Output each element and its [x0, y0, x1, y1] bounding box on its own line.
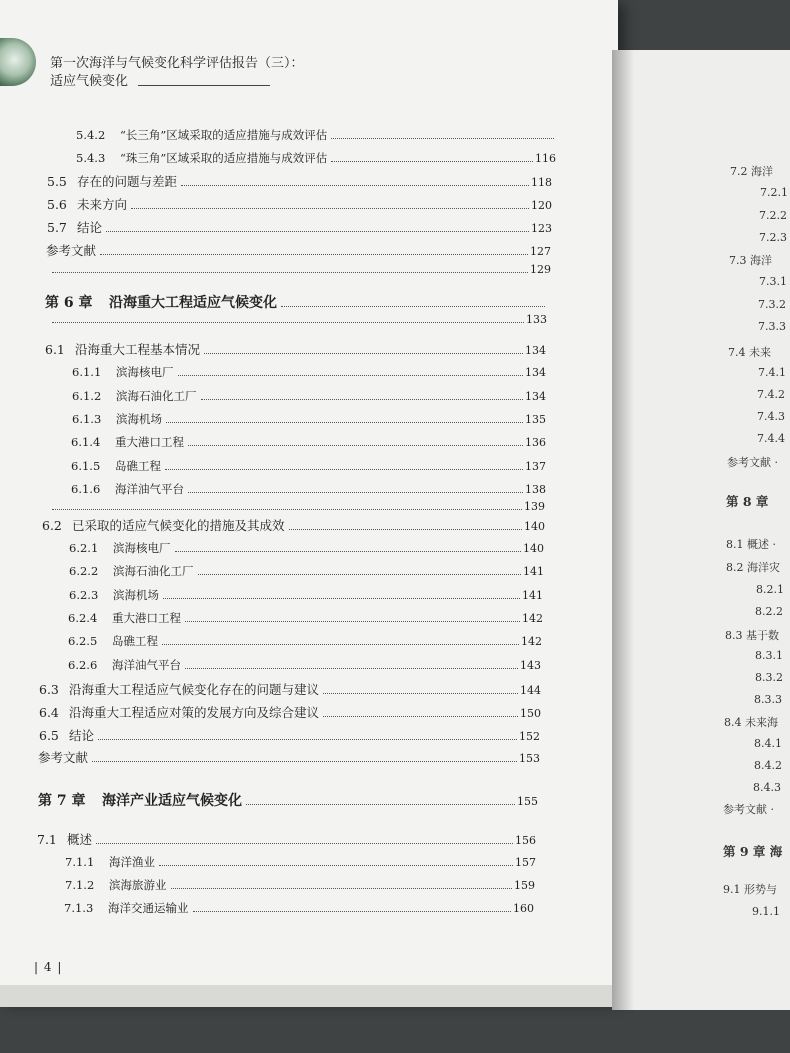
toc-row	[68, 610, 543, 626]
right-page-toc-item: 8.4.3	[753, 781, 781, 794]
leader-dots	[178, 375, 524, 376]
leader-dots	[323, 693, 518, 694]
toc-row	[72, 411, 546, 427]
toc-title: 海洋渔业	[109, 855, 155, 869]
toc-title: 结论	[77, 220, 103, 235]
toc-number: 6.2.5	[68, 634, 98, 648]
toc-title: 概述	[67, 832, 93, 847]
toc-number: 6.2.6	[68, 658, 98, 672]
toc-page-number: 142	[522, 612, 543, 625]
toc-row	[47, 218, 552, 236]
leader-dots	[92, 761, 517, 762]
toc-page-number: 135	[525, 413, 546, 426]
right-page-toc-item: 参考文献 ·	[727, 456, 778, 469]
right-page-toc-item: 第 8 章	[726, 494, 769, 509]
toc-title: 滨海机场	[116, 412, 162, 426]
toc-title: 沿海重大工程基本情况	[75, 342, 201, 357]
toc-page-number: 134	[525, 344, 546, 357]
toc-number: 7.1.1	[65, 855, 95, 869]
toc-page-number: 134	[525, 390, 546, 403]
toc-page-number: 142	[521, 635, 542, 648]
toc-page-number: 137	[525, 460, 546, 473]
toc-number: 6.1	[45, 342, 65, 357]
leader-dots	[165, 469, 523, 470]
leader-dots	[162, 644, 519, 645]
toc-title: 海洋产业适应气候变化	[102, 793, 242, 809]
leader-dots	[175, 551, 522, 552]
toc-row	[37, 830, 536, 848]
toc-row	[47, 195, 552, 213]
right-page-toc-item: 参考文献 ·	[723, 803, 774, 816]
leader-dots	[96, 843, 513, 844]
toc-page-number: 141	[522, 589, 543, 602]
toc-number: 6.2.2	[69, 564, 99, 578]
page-number-value: 4	[43, 960, 53, 974]
leader-dots	[188, 492, 523, 493]
right-page-toc-item: 8.2.2	[755, 605, 783, 618]
toc-page-number: 156	[515, 834, 536, 847]
leader-dots	[185, 668, 518, 669]
leader-dots	[52, 322, 524, 323]
toc-number: 6.1.2	[72, 389, 102, 403]
gutter-shadow	[612, 50, 634, 1010]
toc-row	[72, 364, 546, 380]
toc-title: 滨海机场	[113, 588, 159, 602]
right-page-toc-item: 7.2.3	[759, 231, 787, 244]
toc-row	[76, 127, 556, 143]
right-page-toc-item: 7.3.1	[759, 275, 787, 288]
toc-page-number: 155	[517, 795, 538, 808]
leader-dots	[163, 598, 520, 599]
leader-dots	[193, 911, 512, 912]
right-page-toc-item: 7.4.2	[757, 388, 785, 401]
toc-title: 沿海重大工程适应气候变化存在的问题与建议	[69, 682, 320, 697]
toc-row	[42, 516, 545, 534]
right-page-toc-item: 8.2.1	[756, 583, 784, 596]
right-page-toc-item: 第 9 章 海	[723, 844, 783, 859]
toc-page-number: 152	[519, 730, 540, 743]
right-page-toc-item: 8.3 基于数	[725, 629, 779, 642]
toc-title: 重大港口工程	[112, 611, 181, 625]
leader-dots	[106, 231, 529, 232]
toc-number: 7.1.3	[64, 901, 94, 915]
toc-row	[76, 150, 556, 166]
leader-dots	[166, 422, 523, 423]
leader-dots	[331, 138, 554, 139]
right-page-toc-item: 7.4.1	[758, 366, 786, 379]
leader-dots	[159, 865, 513, 866]
right-page-toc-item: 7.4.4	[757, 432, 785, 445]
toc-number: 5.6	[47, 197, 67, 212]
toc-title: 已采取的适应气候变化的措施及其成效	[72, 518, 285, 533]
toc-number: 6.2.4	[68, 611, 98, 625]
toc-row	[68, 633, 542, 649]
toc-number: 5.7	[47, 220, 67, 235]
toc-page-number: 159	[514, 879, 535, 892]
toc-chapter-row	[38, 790, 538, 810]
toc-number: 5.4.2	[76, 128, 106, 142]
toc-page-number: 138	[525, 483, 546, 496]
toc-page-number: 139	[524, 500, 545, 513]
toc-title: 沿海重大工程适应气候变化	[109, 295, 277, 311]
toc-row	[48, 263, 551, 276]
toc-title: 海洋油气平台	[112, 658, 181, 672]
toc-page-number: 118	[531, 176, 552, 189]
toc-title: 参考文献	[38, 750, 89, 765]
toc-page-number: 144	[520, 684, 541, 697]
page-number: | 4 |	[34, 960, 63, 974]
right-page-toc-item: 8.3.2	[755, 671, 783, 684]
right-page-toc-item: 8.4.1	[754, 737, 782, 750]
toc-row	[48, 500, 545, 513]
right-page-toc-item: 8.1 概述 ·	[726, 538, 776, 551]
toc-number: 7.1.2	[65, 878, 95, 892]
toc-row	[65, 877, 535, 893]
leader-dots	[198, 574, 522, 575]
leader-dots	[185, 621, 520, 622]
toc-row	[69, 563, 544, 579]
toc-title: 存在的问题与差距	[77, 174, 178, 189]
toc-title: 未来方向	[77, 197, 128, 212]
toc-title: 岛礁工程	[112, 634, 158, 648]
right-page-toc-item: 8.3.1	[755, 649, 783, 662]
toc-number: 6.1.3	[72, 412, 102, 426]
leader-dots	[181, 185, 529, 186]
toc-page-number: 150	[520, 707, 541, 720]
toc-number: 6.5	[39, 728, 59, 743]
toc-title: 海洋交通运输业	[108, 901, 189, 915]
toc-row	[39, 703, 541, 721]
toc-page-number: 129	[530, 263, 551, 276]
leader-dots	[289, 529, 522, 530]
leader-dots	[204, 353, 523, 354]
toc-row	[64, 900, 534, 916]
leader-dots	[52, 272, 528, 273]
leader-dots	[201, 399, 524, 400]
toc-page-number: 134	[525, 366, 546, 379]
toc-title: 滨海石油化工厂	[113, 564, 194, 578]
leader-dots	[281, 306, 545, 307]
toc-row	[72, 388, 546, 404]
right-page-toc-item: 7.3 海洋	[729, 254, 772, 267]
leader-dots	[323, 716, 518, 717]
toc-page-number: 120	[531, 199, 552, 212]
toc-title: 结论	[69, 728, 95, 743]
running-header-subtitle: 适应气候变化	[50, 74, 129, 89]
toc-number: 第 7 章	[38, 793, 86, 809]
toc-row	[46, 241, 551, 259]
right-page-toc-item: 7.3.2	[758, 298, 786, 311]
toc-page-number: 153	[519, 752, 540, 765]
toc-row	[48, 313, 547, 326]
leader-dots	[98, 739, 517, 740]
leader-dots	[52, 509, 522, 510]
toc-number: 6.2.3	[69, 588, 99, 602]
toc-row	[71, 481, 546, 497]
toc-title: 海洋油气平台	[115, 482, 184, 496]
leader-dots	[246, 804, 515, 805]
toc-title: 滨海核电厂	[116, 365, 174, 379]
toc-row	[69, 540, 544, 556]
toc-number: 7.1	[37, 832, 57, 847]
toc-number: 6.2.1	[69, 541, 99, 555]
toc-number: 6.1.1	[72, 365, 102, 379]
right-page-toc-item: 9.1.1	[752, 905, 780, 918]
right-page-toc-item: 7.4.3	[757, 410, 785, 423]
toc-number: 5.4.3	[76, 151, 106, 165]
right-page-toc-item: 8.4 未来海	[724, 716, 778, 729]
leader-dots	[131, 208, 529, 209]
toc-number: 6.3	[39, 682, 59, 697]
toc-page-number: 143	[520, 659, 541, 672]
toc-title: 重大港口工程	[115, 435, 184, 449]
toc-page-number: 123	[531, 222, 552, 235]
toc-page-number: 136	[525, 436, 546, 449]
toc-row	[65, 854, 536, 870]
toc-title: 滨海核电厂	[113, 541, 171, 555]
toc-page-number: 140	[524, 520, 545, 533]
leader-dots	[188, 445, 523, 446]
running-header-title: 第一次海洋与气候变化科学评估报告（三）：	[50, 56, 304, 71]
toc-row	[38, 748, 540, 766]
leader-dots	[171, 888, 513, 889]
right-page-toc-item: 7.2.2	[759, 209, 787, 222]
toc-number: 6.1.5	[71, 459, 101, 473]
toc-number: 第 6 章	[45, 295, 93, 311]
right-page-toc-item: 7.2 海洋	[730, 165, 773, 178]
toc-page-number: 160	[513, 902, 534, 915]
toc-row	[45, 340, 546, 358]
toc-title: 参考文献	[46, 243, 97, 258]
right-page-toc-item: 9.1 形势与	[723, 883, 777, 896]
toc-page-number: 141	[523, 565, 544, 578]
leader-dots	[100, 254, 528, 255]
right-page-toc-item: 8.3.3	[754, 693, 782, 706]
right-page-toc-item: 7.3.3	[758, 320, 786, 333]
toc-row	[71, 458, 546, 474]
toc-row	[68, 657, 541, 673]
toc-page-number: 157	[515, 856, 536, 869]
right-page-toc-item: 7.2.1	[760, 186, 788, 199]
toc-chapter-row	[45, 292, 547, 312]
toc-number: 6.2	[42, 518, 62, 533]
toc-number: 5.5	[47, 174, 67, 189]
toc-title: 岛礁工程	[115, 459, 161, 473]
header-rule	[138, 85, 270, 86]
toc-page-number: 133	[526, 313, 547, 326]
right-page-toc-item: 8.2 海洋灾	[726, 561, 780, 574]
toc-row	[71, 434, 546, 450]
toc-number: 6.4	[39, 705, 59, 720]
leader-dots	[331, 161, 533, 162]
toc-number: 6.1.6	[71, 482, 101, 496]
toc-title: 滨海旅游业	[109, 878, 167, 892]
toc-row	[39, 726, 540, 744]
right-page-toc-item: 8.4.2	[754, 759, 782, 772]
right-page-toc-item: 7.4 未来	[728, 346, 771, 359]
toc-title: 沿海重大工程适应对策的发展方向及综合建议	[69, 705, 320, 720]
toc-title: 滨海石油化工厂	[116, 389, 197, 403]
toc-number: 6.1.4	[71, 435, 101, 449]
toc-title: “长三角”区域采取的适应措施与成效评估	[120, 128, 328, 142]
toc-title: “珠三角”区域采取的适应措施与成效评估	[120, 151, 328, 165]
page-edge	[0, 985, 612, 1007]
toc-page-number: 140	[523, 542, 544, 555]
toc-row	[39, 680, 541, 698]
toc-row	[69, 587, 543, 603]
toc-row	[47, 172, 552, 190]
toc-page-number: 127	[530, 245, 551, 258]
toc-page-number: 116	[535, 152, 556, 165]
